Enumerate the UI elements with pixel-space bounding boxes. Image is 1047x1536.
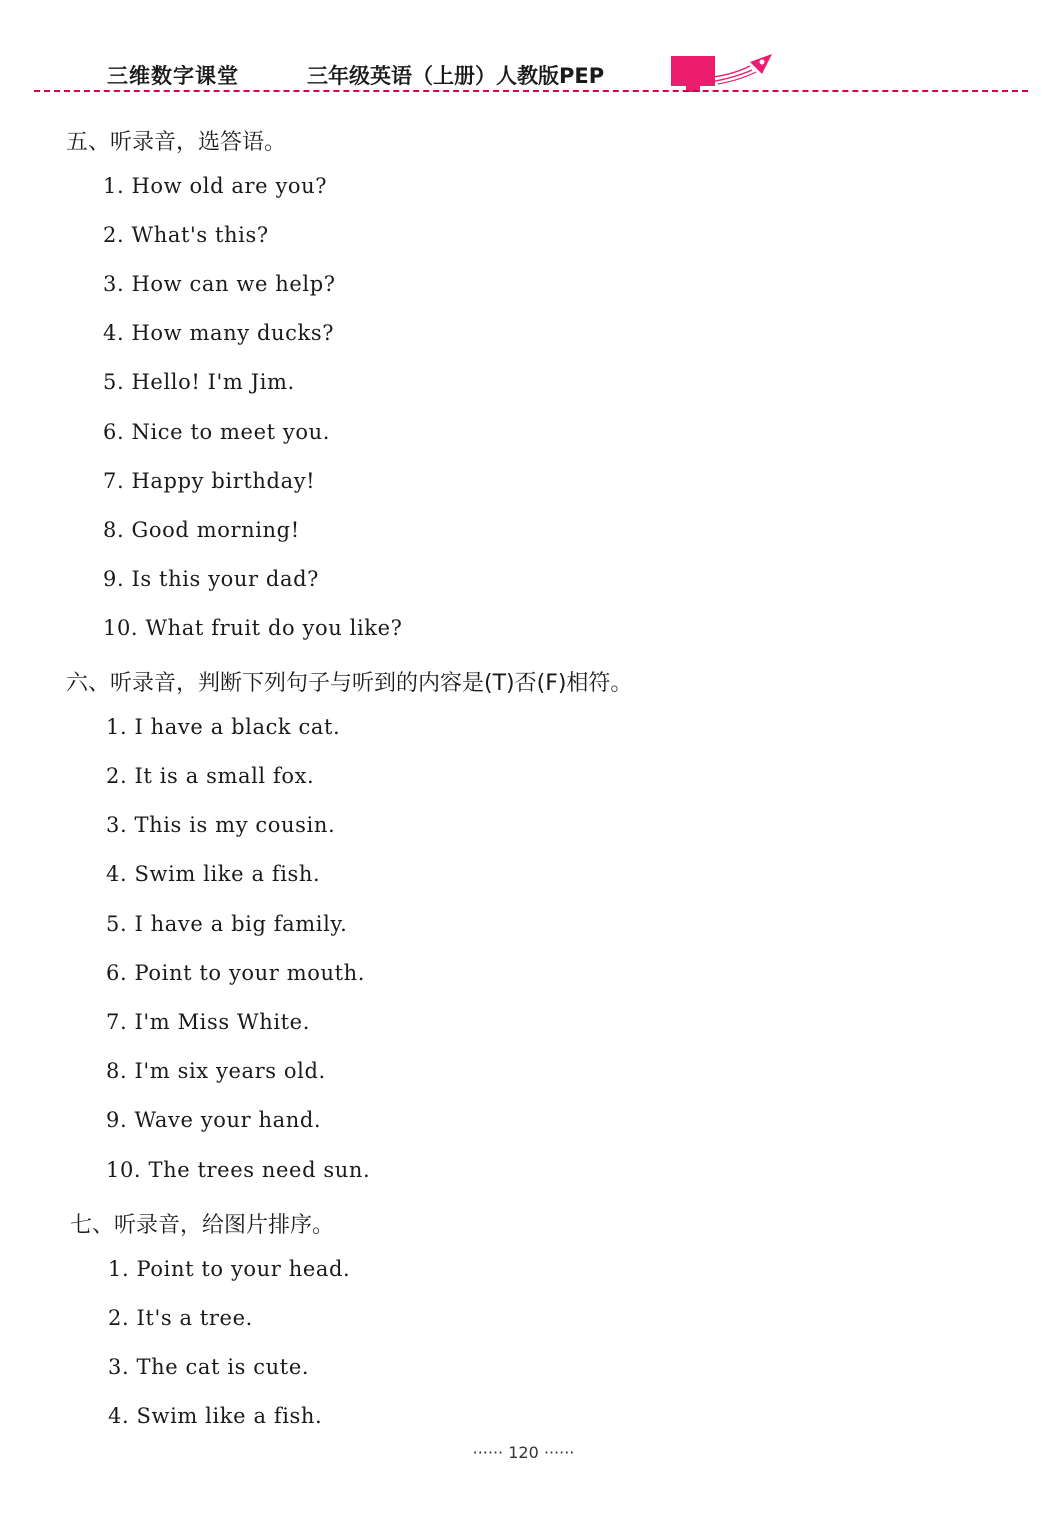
section7-item-2: 2. It's a tree. [108,1306,253,1330]
section7-item-1: 1. Point to your head. [108,1257,351,1281]
book-title: 三年级英语（上册）人教版PEP [307,64,605,88]
section6-item-6: 6. Point to your mouth. [106,961,366,985]
section6-item-10: 10. The trees need sun. [106,1158,371,1182]
section-title-7: 七、听录音，给图片排序。 [70,1213,335,1238]
section6-item-1: 1. I have a black cat. [106,715,341,739]
section5-item-1: 1. How old are you? [103,174,328,198]
section6-item-2: 2. It is a small fox. [106,764,315,788]
section5-item-3: 3. How can we help? [103,272,336,296]
section5-item-5: 5. Hello! I'm Jim. [103,370,295,394]
rocket-icon [700,50,780,86]
section5-item-4: 4. How many ducks? [103,321,335,345]
section5-item-7: 7. Happy birthday! [103,469,316,493]
page-number: ······ 120 ······ [472,1443,575,1462]
section5-item-10: 10. What fruit do you like? [103,616,403,640]
section5-item-6: 6. Nice to meet you. [103,420,331,444]
section6-item-5: 5. I have a big family. [106,912,348,936]
header-divider [34,90,1028,92]
section7-item-3: 3. The cat is cute. [108,1355,310,1379]
series-title: 三维数字课堂 [107,64,239,88]
section5-item-8: 8. Good morning! [103,518,300,542]
section-title-6: 六、听录音，判断下列句子与听到的内容是(T)否(F)相符。 [66,671,633,696]
section-title-5: 五、听录音，选答语。 [66,130,287,155]
section7-item-4: 4. Swim like a fish. [108,1404,323,1428]
section6-item-4: 4. Swim like a fish. [106,862,321,886]
page-header [0,0,1047,100]
section6-item-8: 8. I'm six years old. [106,1059,326,1083]
section6-item-7: 7. I'm Miss White. [106,1010,310,1034]
section6-item-9: 9. Wave your hand. [106,1108,322,1132]
section5-item-2: 2. What's this? [103,223,269,247]
section6-item-3: 3. This is my cousin. [106,813,336,837]
section5-item-9: 9. Is this your dad? [103,567,320,591]
